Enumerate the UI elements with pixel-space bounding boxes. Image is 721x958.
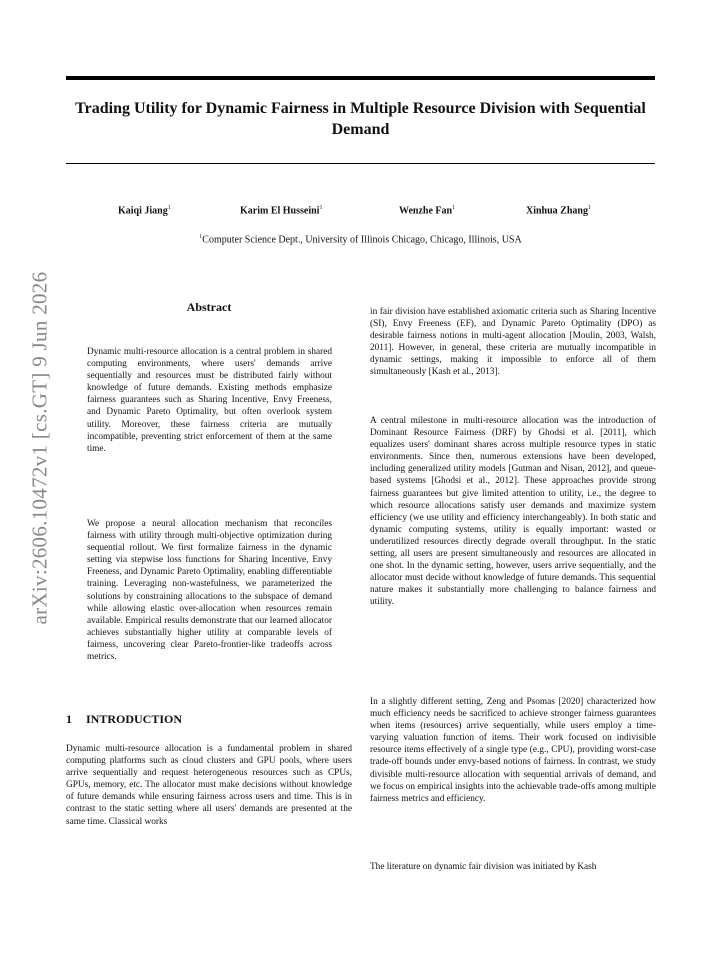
abstract-paragraph-2: We propose a neural allocation mechanism that reconciles fairness with utility through multi-objective optimization during sequential rollout. We first formalize fairness in the dynamic setting via stepwise loss functions for Sharing Incentive, Envy Freeness, and Dynamic Pareto Optimality, enabling differentiable training. Leveraging non-wastefulness, we parameterized the solutions by constraining allocations to the subspace of demand while allowing elastic over-allocation when resources remain available. Empirical results demonstrate that our learned allocator achieves substantially higher utility at comparable levels of fairness, uncovering clear Pareto-frontier-like tradeoffs across metrics. [87, 519, 332, 663]
paper-title: Trading Utility for Dynamic Fairness in Multiple Resource Division with Sequential Demand [75, 100, 646, 138]
top-rule [66, 76, 655, 80]
right-paragraph-4: The literature on dynamic fair division was initiated by Kash [370, 862, 597, 872]
author-4: Xinhua Zhang$^1$ [526, 205, 591, 217]
intro-paragraph-1: Dynamic multi-resource allocation is a fundamental problem in shared computing platforms such as cloud clusters and GPU pools, where users arrive sequentially and request heterogeneous resources such as CPUs, GPUs, memory, etc. The allocator must make decisions without knowledge of future demands while ensuring fairness across users and time. This is in contrast to the static setting where all users' demands are presented at the same time. Classical works [66, 744, 352, 827]
arxiv-side-label: arXiv:2606.10472v1 [cs.GT] 9 Jun 2026 [27, 271, 52, 625]
right-paragraph-2: A central milestone in multi-resource allocation was the introduction of Dominant Resource Fairness (DRF) by Ghodsi et al. [2011], which equalizes users' dominant shares across multiple resource types in static environments. Since then, numerous extensions have been developed, including generalized utility models [Gutman and Nisan, 2012], and queue-based systems [Ghodsi et al., 2012]. These approaches provide strong fairness guarantees but give limited attention to utility, i.e., the degree to which resource allocations satisfy user demands and maximize system efficiency (we use utility and efficiency interchangeably). In both static and dynamic computing systems, utility is equally important: wasted or underutilized resources directly degrade overall throughput. In the static setting, all users are present simultaneously and resources are allocated in one shot. In the dynamic setting, however, users arrive sequentially, and the allocator must decide without knowledge of future demands. This sequential nature makes it substantially more challenging to balance fairness and utility. [370, 416, 656, 608]
author-list [66, 205, 655, 219]
author-3: Wenzhe Fan$^1$ [399, 205, 456, 217]
right-paragraph-1: in fair division have established axiomatic criteria such as Sharing Incentive (SI), Envy Freeness (EF), and Dynamic Pareto Optimality (DPO) as desirable fairness notions in multi-agent allocation [Moulin, 2003, Walsh, 2011]. However, in general, these criteria are mutually incompatible in dynamic settings, making it impossible to enforce all of them simultaneously [Kash et al., 2013]. [370, 307, 656, 378]
section-heading-introduction: 1 INTRODUCTION [66, 712, 183, 726]
affiliation: $^1$Computer Science Dept., University of Illinois Chicago, Chicago, Illinois, USA [199, 234, 522, 246]
title-rule [66, 163, 655, 164]
author-2: Karim El Husseini$^1$ [240, 205, 323, 217]
abstract-paragraph-1: Dynamic multi-resource allocation is a central problem in shared computing environments, where users' demands arrive sequentially and resources must be distributed fairly without knowledge of future demands. Existing methods emphasize fairness guarantees such as Sharing Incentive, Envy Freeness, and Dynamic Pareto Optimality, but often overlook system utility. Moreover, these fairness criteria are mutually incompatible, preventing strict enforcement of them at the same time. [87, 347, 332, 454]
right-paragraph-3: In a slightly different setting, Zeng and Psomas [2020] characterized how much efficiency needs be sacrificed to achieve stronger fairness guarantees when items (resources) arrive sequentially, while users employ a time-varying valuation function of items. Their work focused on indivisible resource items effectively of a single type (e.g., CPU), providing worst-case trade-off bounds under envy-based notions of fairness. In contrast, we study divisible multi-resource allocation with sequential arrivals of demand, and we focus on empirical insights into the achievable trade-offs among multiple fairness metrics and efficiency. [370, 697, 656, 804]
author-1: Kaiqi Jiang$^1$ [118, 205, 171, 217]
abstract-heading: Abstract [186, 300, 232, 314]
